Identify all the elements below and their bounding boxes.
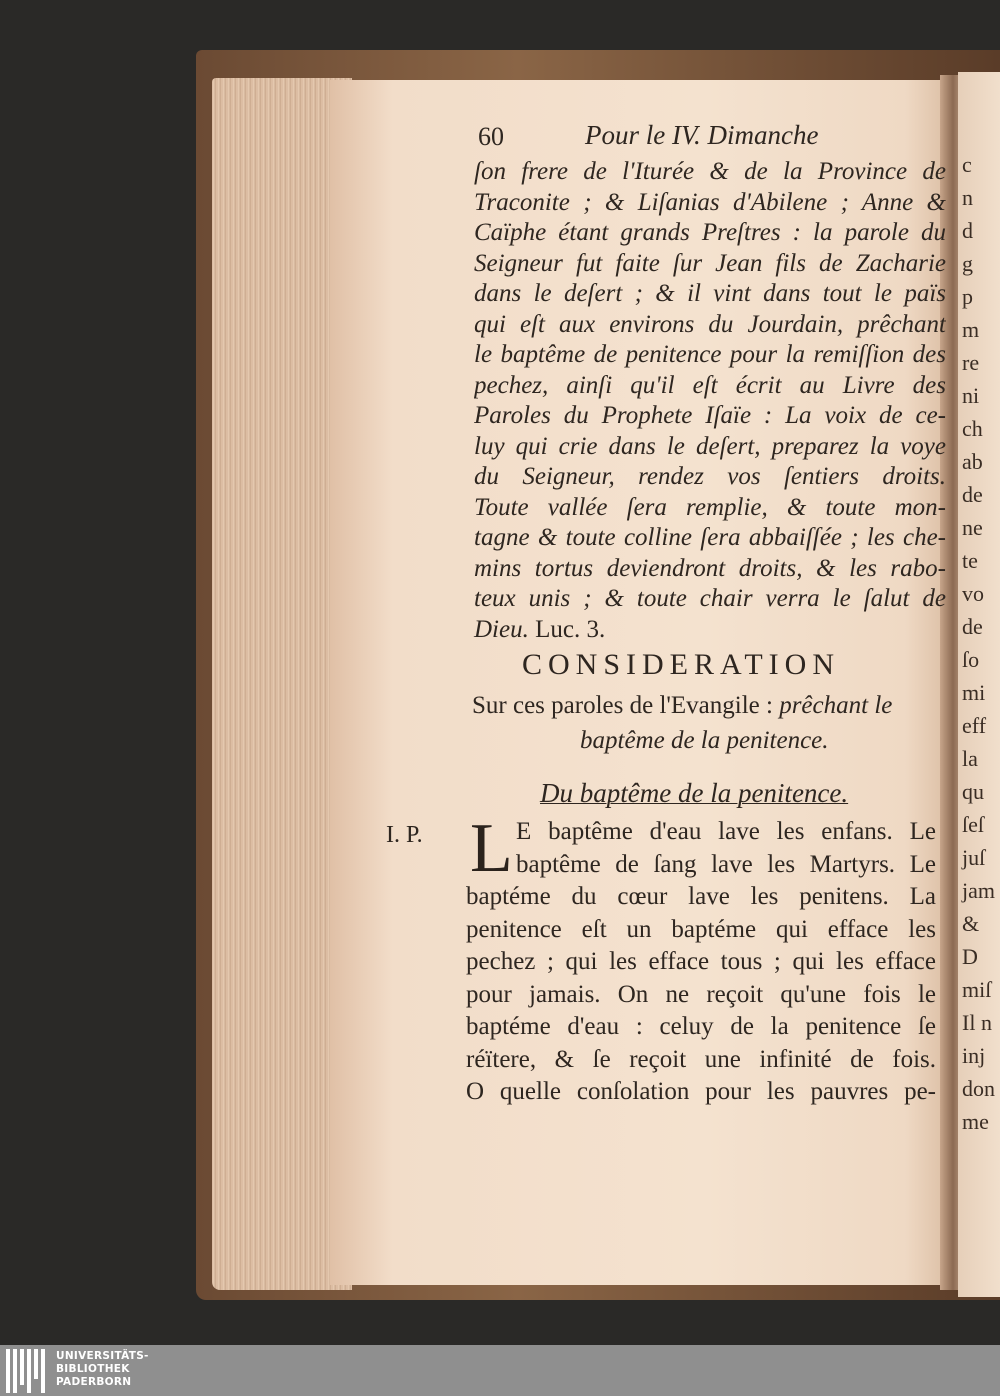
- gospel-line: le baptême de penitence pour la remiſſion des: [474, 341, 946, 368]
- library-name-line1: UNIVERSITÄTS-: [56, 1350, 149, 1362]
- facing-page-fragment: vo: [962, 581, 984, 606]
- body-line: baptême de ſang lave les Martyrs. Le: [516, 850, 936, 878]
- facing-page-fragment: inj: [962, 1043, 986, 1068]
- facing-page-fragment: mi: [962, 680, 986, 705]
- gospel-reference: Luc. 3.: [535, 616, 606, 643]
- facing-page-fragment: ſo: [962, 647, 980, 672]
- margin-note: I. P.: [386, 822, 423, 848]
- body-line: pechez ; qui les efface tous ; qui les efface: [466, 948, 936, 975]
- gospel-line: qui eſt aux environs du Jourdain, prêchant: [474, 310, 946, 338]
- body-line: penitence eſt un baptéme qui efface les: [466, 915, 936, 943]
- body-line: réïtere, & ſe reçoit une infinité de fois.: [466, 1045, 936, 1073]
- facing-page-fragment: ab: [962, 449, 983, 474]
- gospel-last-word: Dieu.: [474, 616, 529, 643]
- facing-page-fragment: eff: [962, 713, 987, 738]
- facing-page-fragment: c: [962, 152, 972, 177]
- facing-page-fragment: don: [962, 1076, 995, 1101]
- gospel-line: dans le deſert ; & il vint dans tout le païs: [474, 280, 946, 307]
- gospel-line: mins tortus deviendront droits, & les rabo-: [474, 554, 946, 582]
- body-line: E baptême d'eau lave les enfans. Le: [516, 818, 936, 845]
- library-name-line3: PADERBORN: [56, 1376, 132, 1388]
- gospel-line: pechez, ainſi qu'il eſt écrit au Livre des: [474, 371, 946, 399]
- facing-page-fragment: de: [962, 614, 983, 639]
- gospel-line: teux unis ; & toute chair verra le ſalut de: [474, 585, 946, 612]
- subtitle-roman: Sur ces paroles de l'Evangile :: [472, 692, 773, 719]
- facing-page-fragment: ch: [962, 416, 983, 441]
- gospel-line: Paroles du Prophete Iſaïe : La voix de ce-: [474, 402, 946, 429]
- facing-page-fragment: &: [962, 911, 980, 936]
- facing-page-fragment: Il n: [962, 1010, 992, 1035]
- consideration-subtitle-line2: baptême de la penitence.: [580, 727, 829, 754]
- facing-page-fragment: me: [962, 1109, 989, 1134]
- gospel-line: du Seigneur, rendez vos ſentiers droits.: [474, 463, 946, 490]
- body-line: baptéme du cœur lave les penitens. La: [466, 883, 936, 910]
- section-title: Du baptême de la penitence.: [540, 778, 849, 808]
- consideration-subtitle: [472, 692, 892, 720]
- gospel-line: tagne & toute colline ſera abbaiſſée ; les che-: [474, 524, 946, 551]
- facing-page-fragment: n: [962, 185, 973, 210]
- library-name-line2: BIBLIOTHEK: [56, 1363, 130, 1375]
- facing-page-fragment: ni: [962, 383, 980, 408]
- facing-page-fragment: te: [962, 548, 978, 573]
- facing-page-fragment: re: [962, 350, 980, 375]
- facing-page-fragment: miſ: [962, 977, 992, 1002]
- consideration-title: CONSIDERATION: [522, 648, 840, 681]
- gospel-closing: [474, 616, 605, 644]
- gospel-line: ſon frere de l'Iturée & de la Province de: [474, 158, 946, 185]
- body-line: baptéme d'eau : celuy de la penitence ſe: [466, 1013, 936, 1040]
- facing-page-fragment: jam: [962, 878, 995, 903]
- facing-page-fragment: p: [962, 284, 973, 309]
- page-number: 60: [478, 122, 504, 151]
- body-line: pour jamais. On ne reçoit qu'une fois le: [466, 980, 936, 1008]
- facing-page-fragment: la: [962, 746, 978, 771]
- facing-page-fragment: juſ: [962, 845, 986, 870]
- drop-cap: L: [470, 810, 513, 887]
- facing-page-fragment: m: [962, 317, 980, 342]
- facing-page-fragment: qu: [962, 779, 984, 804]
- gospel-line: Caïphe étant grands Preſtres : la parole du: [474, 219, 946, 246]
- gospel-line: Traconite ; & Liſanias d'Abilene ; Anne &: [474, 188, 946, 216]
- facing-page-fragment: ne: [962, 515, 983, 540]
- facing-page-fragment: D: [962, 944, 978, 969]
- facing-page-fragment: de: [962, 482, 983, 507]
- gospel-line: Seigneur fut faite ſur Jean fils de Zacharie: [474, 249, 946, 277]
- running-head: Pour le IV. Dimanche: [585, 120, 819, 150]
- facing-page-fragment: ſeſ: [962, 812, 984, 837]
- subtitle-italic: prêchant le: [779, 692, 893, 719]
- library-logo-icon: [6, 1349, 48, 1393]
- gospel-line: luy qui crie dans le deſert, preparez la voye: [474, 432, 946, 460]
- facing-page-fragment: g: [962, 251, 973, 276]
- library-footer: [0, 1345, 1000, 1396]
- gospel-line: Toute vallée ſera remplie, & toute mon-: [474, 493, 946, 521]
- facing-page: [958, 72, 1000, 1297]
- facing-page-fragment: d: [962, 218, 973, 243]
- body-line: O quelle conſolation pour les pauvres pe-: [466, 1078, 936, 1105]
